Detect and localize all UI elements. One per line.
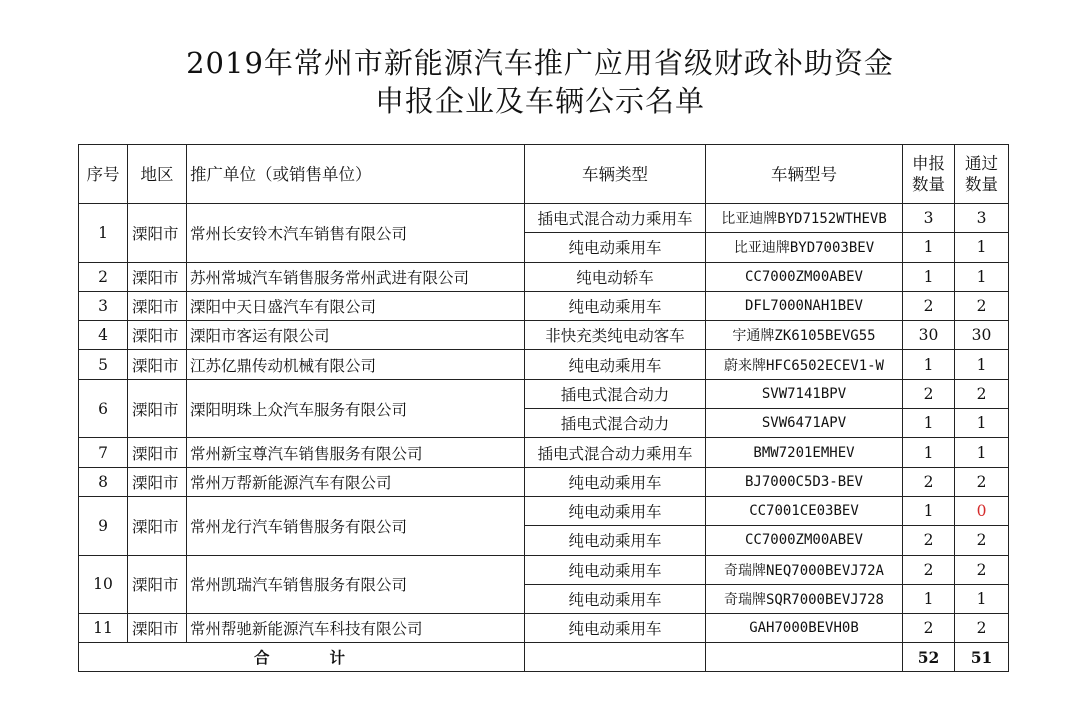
cell-vehicle-type: 纯电动乘用车 xyxy=(525,467,706,496)
cell-passed: 30 xyxy=(955,321,1009,350)
cell-company: 江苏亿鼎传动机械有限公司 xyxy=(187,350,525,379)
cell-company: 溧阳市客运有限公司 xyxy=(187,321,525,350)
cell-vehicle-type: 纯电动乘用车 xyxy=(525,233,706,262)
cell-applied: 1 xyxy=(903,350,955,379)
cell-region: 溧阳市 xyxy=(128,291,187,320)
cell-applied: 30 xyxy=(903,321,955,350)
cell-company: 常州帮驰新能源汽车科技有限公司 xyxy=(187,614,525,643)
total-label-b: 计 xyxy=(329,648,346,668)
cell-applied: 1 xyxy=(903,409,955,438)
cell-company: 常州新宝尊汽车销售服务有限公司 xyxy=(187,438,525,467)
header-vehicle-type: 车辆类型 xyxy=(525,145,706,204)
cell-applied: 2 xyxy=(903,379,955,408)
cell-vehicle-type: 插电式混合动力 xyxy=(525,379,706,408)
table-header xyxy=(79,145,1009,204)
table-row xyxy=(79,555,1009,584)
cell-region: 溧阳市 xyxy=(128,496,187,555)
cell-region: 溧阳市 xyxy=(128,555,187,614)
header-company: 推广单位（或销售单位） xyxy=(187,145,525,204)
table-row xyxy=(79,291,1009,320)
cell-model: SVW6471APV xyxy=(706,409,903,438)
cell-applied: 2 xyxy=(903,555,955,584)
total-row xyxy=(79,643,1009,672)
cell-region: 溧阳市 xyxy=(128,467,187,496)
cell-model: CC7001CE03BEV xyxy=(706,496,903,525)
cell-region: 溧阳市 xyxy=(128,438,187,467)
cell-passed: 3 xyxy=(955,204,1009,233)
cell-company: 常州长安铃木汽车销售有限公司 xyxy=(187,204,525,263)
header-applied-line2: 数量 xyxy=(912,175,945,194)
cell-seq: 9 xyxy=(79,496,128,555)
header-model: 车辆型号 xyxy=(706,145,903,204)
cell-passed: 0 xyxy=(955,496,1009,525)
table-row xyxy=(79,262,1009,291)
cell-passed: 2 xyxy=(955,526,1009,555)
cell-passed: 2 xyxy=(955,379,1009,408)
cell-model: BJ7000C5D3-BEV xyxy=(706,467,903,496)
cell-vehicle-type: 纯电动乘用车 xyxy=(525,614,706,643)
cell-seq: 1 xyxy=(79,204,128,263)
header-applied-count xyxy=(903,145,955,204)
cell-passed: 2 xyxy=(955,555,1009,584)
cell-vehicle-type: 纯电动轿车 xyxy=(525,262,706,291)
cell-company: 溧阳明珠上众汽车服务有限公司 xyxy=(187,379,525,438)
cell-seq: 6 xyxy=(79,379,128,438)
table-row xyxy=(79,496,1009,525)
cell-passed: 1 xyxy=(955,438,1009,467)
cell-company: 常州龙行汽车销售服务有限公司 xyxy=(187,496,525,555)
cell-vehicle-type: 插电式混合动力乘用车 xyxy=(525,204,706,233)
cell-company: 苏州常城汽车销售服务常州武进有限公司 xyxy=(187,262,525,291)
cell-vehicle-type: 纯电动乘用车 xyxy=(525,526,706,555)
vehicle-subsidy-table xyxy=(78,144,1009,672)
cell-passed: 1 xyxy=(955,409,1009,438)
table-row xyxy=(79,467,1009,496)
cell-region: 溧阳市 xyxy=(128,262,187,291)
cell-applied: 2 xyxy=(903,467,955,496)
cell-vehicle-type: 插电式混合动力乘用车 xyxy=(525,438,706,467)
cell-applied: 2 xyxy=(903,291,955,320)
table-row xyxy=(79,350,1009,379)
cell-applied: 3 xyxy=(903,204,955,233)
document-title-line1: 2019年常州市新能源汽车推广应用省级财政补助资金 xyxy=(186,46,894,80)
cell-applied: 1 xyxy=(903,584,955,613)
document-title-line2: 申报企业及车辆公示名单 xyxy=(374,84,705,118)
table-row xyxy=(79,614,1009,643)
cell-vehicle-type: 非快充类纯电动客车 xyxy=(525,321,706,350)
cell-seq: 2 xyxy=(79,262,128,291)
cell-model: 比亚迪牌BYD7152WTHEVB xyxy=(706,204,903,233)
cell-passed: 1 xyxy=(955,262,1009,291)
header-passed-line2: 数量 xyxy=(965,175,998,194)
header-seq: 序号 xyxy=(79,145,128,204)
cell-model: BMW7201EMHEV xyxy=(706,438,903,467)
cell-region: 溧阳市 xyxy=(128,321,187,350)
cell-passed: 1 xyxy=(955,350,1009,379)
cell-applied: 1 xyxy=(903,496,955,525)
cell-seq: 3 xyxy=(79,291,128,320)
cell-model: 宇通牌ZK6105BEVG55 xyxy=(706,321,903,350)
cell-vehicle-type: 纯电动乘用车 xyxy=(525,496,706,525)
table-row xyxy=(79,321,1009,350)
cell-region: 溧阳市 xyxy=(128,204,187,263)
cell-vehicle-type: 纯电动乘用车 xyxy=(525,584,706,613)
table-footer xyxy=(79,643,1009,672)
total-empty-model xyxy=(706,643,903,672)
cell-model: DFL7000NAH1BEV xyxy=(706,291,903,320)
cell-model: 比亚迪牌BYD7003BEV xyxy=(706,233,903,262)
cell-model: 蔚来牌HFC6502ECEV1-W xyxy=(706,350,903,379)
header-passed-count xyxy=(955,145,1009,204)
cell-applied: 1 xyxy=(903,233,955,262)
cell-model: GAH7000BEVH0B xyxy=(706,614,903,643)
cell-model: 奇瑞牌SQR7000BEVJ728 xyxy=(706,584,903,613)
cell-model: CC7000ZM00ABEV xyxy=(706,526,903,555)
cell-company: 常州凯瑞汽车销售服务有限公司 xyxy=(187,555,525,614)
cell-company: 溧阳中天日盛汽车有限公司 xyxy=(187,291,525,320)
header-region: 地区 xyxy=(128,145,187,204)
cell-vehicle-type: 纯电动乘用车 xyxy=(525,291,706,320)
cell-seq: 5 xyxy=(79,350,128,379)
table-row xyxy=(79,204,1009,233)
cell-seq: 7 xyxy=(79,438,128,467)
cell-passed: 1 xyxy=(955,233,1009,262)
table-row xyxy=(79,438,1009,467)
cell-seq: 8 xyxy=(79,467,128,496)
cell-passed: 2 xyxy=(955,614,1009,643)
total-label-a: 合 xyxy=(254,648,270,668)
header-applied-line1: 申报 xyxy=(912,154,945,173)
cell-region: 溧阳市 xyxy=(128,379,187,438)
cell-applied: 1 xyxy=(903,262,955,291)
cell-passed: 1 xyxy=(955,584,1009,613)
table-body xyxy=(79,204,1009,643)
cell-vehicle-type: 纯电动乘用车 xyxy=(525,350,706,379)
cell-vehicle-type: 插电式混合动力 xyxy=(525,409,706,438)
total-empty-type xyxy=(525,643,706,672)
cell-region: 溧阳市 xyxy=(128,350,187,379)
cell-applied: 2 xyxy=(903,526,955,555)
cell-vehicle-type: 纯电动乘用车 xyxy=(525,555,706,584)
cell-model: 奇瑞牌NEQ7000BEVJ72A xyxy=(706,555,903,584)
cell-region: 溧阳市 xyxy=(128,614,187,643)
cell-seq: 10 xyxy=(79,555,128,614)
cell-model: CC7000ZM00ABEV xyxy=(706,262,903,291)
cell-company: 常州万帮新能源汽车有限公司 xyxy=(187,467,525,496)
header-passed-line1: 通过 xyxy=(965,154,998,173)
cell-applied: 1 xyxy=(903,438,955,467)
cell-passed: 2 xyxy=(955,467,1009,496)
total-label xyxy=(79,643,525,672)
table-row xyxy=(79,379,1009,408)
total-applied: 52 xyxy=(903,643,955,672)
cell-passed: 2 xyxy=(955,291,1009,320)
cell-seq: 4 xyxy=(79,321,128,350)
cell-model: SVW7141BPV xyxy=(706,379,903,408)
total-passed: 51 xyxy=(955,643,1009,672)
cell-applied: 2 xyxy=(903,614,955,643)
cell-seq: 11 xyxy=(79,614,128,643)
